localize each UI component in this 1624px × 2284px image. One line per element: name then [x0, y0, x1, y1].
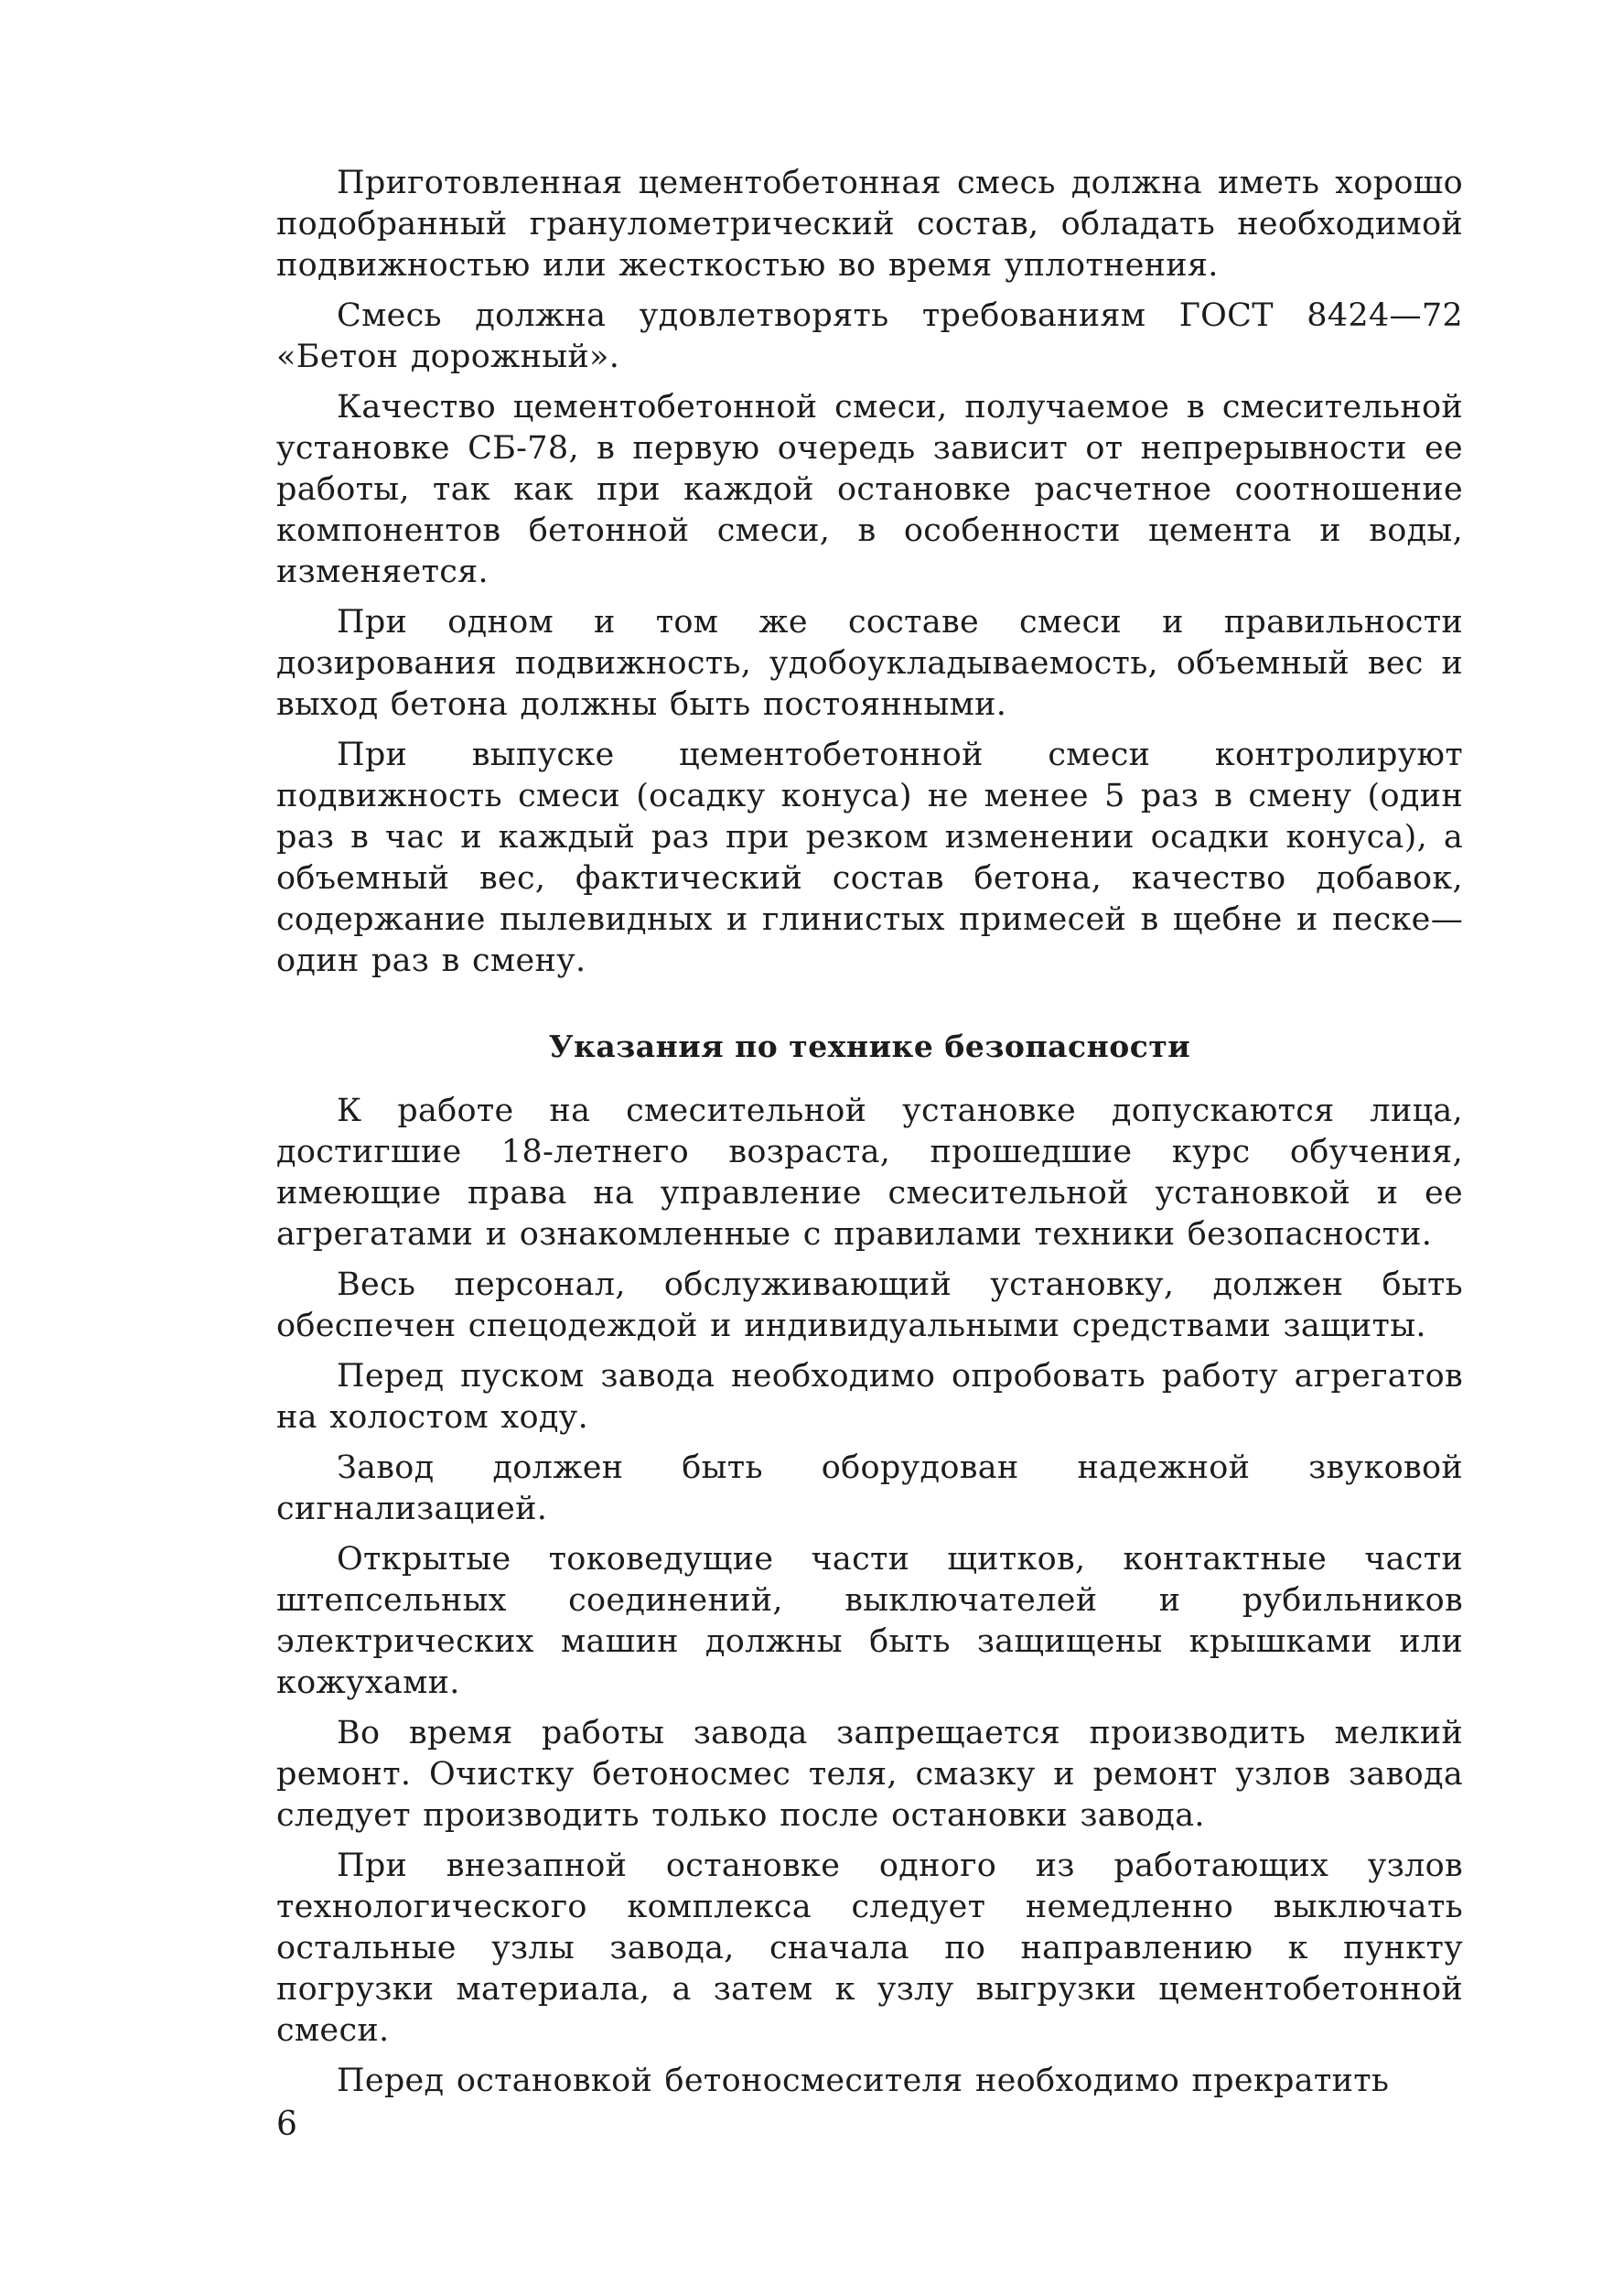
paragraph-mix-quality: Качество цементобетонной смеси, получаемое в смесительной установке СБ-78, в первую очередь зависит от непрерывности ее работы, так как при каждой остановке расчетное соотношение компонентов бетонной смеси, в особенности цемента и воды, изменяется.: [276, 389, 1463, 590]
paragraph-quality-control: При выпуске цементобетонной смеси контролируют подвижность смеси (осадку конуса) не менее 5 раз в смену (один раз в час и каждый раз при резком изменении осадки конуса), а объемный вес, фактический состав бетона, качество добавок, содержание пылевидных и глинистых примесей в щебне и песке—один раз в смену.: [276, 737, 1463, 979]
safety-text-block: [276, 1091, 1463, 2102]
paragraph-mix-requirements: Приготовленная цементобетонная смесь должна иметь хорошо подобранный гранулометрический состав, обладать необходимой подвижностью или жесткостью во время уплотнения.: [276, 165, 1463, 284]
paragraph-mixer-stop: Перед остановкой бетоносмесителя необходимо прекратить: [337, 2063, 1390, 2099]
intro-text-block: [276, 163, 1463, 982]
paragraph-repair-prohibition: Во время работы завода запрещается производить мелкий ремонт. Очистку бетоносмес теля, смазку и ремонт узлов завода следует производить только после остановки завода.: [276, 1715, 1463, 1834]
paragraph-personnel-admission: К работе на смесительной установке допускаются лица, достигшие 18-летнего возраста, прошедшие курс обучения, имеющие права на управление смесительной установкой и ее агрегатами и ознакомленные с правилами техники безопасности.: [276, 1093, 1463, 1253]
paragraph-dosing-consistency: При одном и том же составе смеси и правильности дозирования подвижность, удобоукладываемость, объемный вес и выход бетона должны быть постоянными.: [276, 604, 1463, 723]
paragraph-emergency-stop: При внезапной остановке одного из работающих узлов технологического комплекса следует немедленно выключать остальные узлы завода, сначала по направлению к пункту погрузки материала, а затем к узлу выгрузки цементобетонной смеси.: [276, 1848, 1463, 2049]
paragraph-idle-test: Перед пуском завода необходимо опробовать работу агрегатов на холостом ходу.: [276, 1358, 1463, 1436]
paragraph-live-parts-covers: Открытые токоведущие части щитков, контактные части штепсельных соединений, выключателей и рубильников электрических машин должны быть защищены крышками или кожухами.: [276, 1541, 1463, 1701]
paragraph-sound-alarm: Завод должен быть оборудован надежной звуковой сигнализацией.: [276, 1449, 1463, 1527]
safety-section-heading: Указания по технике безопасности: [548, 1029, 1191, 1064]
paragraph-gost-standard: Смесь должна удовлетворять требованиям ГОСТ 8424—72 «Бетон дорожный».: [276, 297, 1463, 375]
paragraph-protective-equipment: Весь персонал, обслуживающий установку, должен быть обеспечен спецодеждой и индивидуальными средствами защиты.: [276, 1266, 1463, 1344]
page-number: 6: [276, 2106, 297, 2143]
